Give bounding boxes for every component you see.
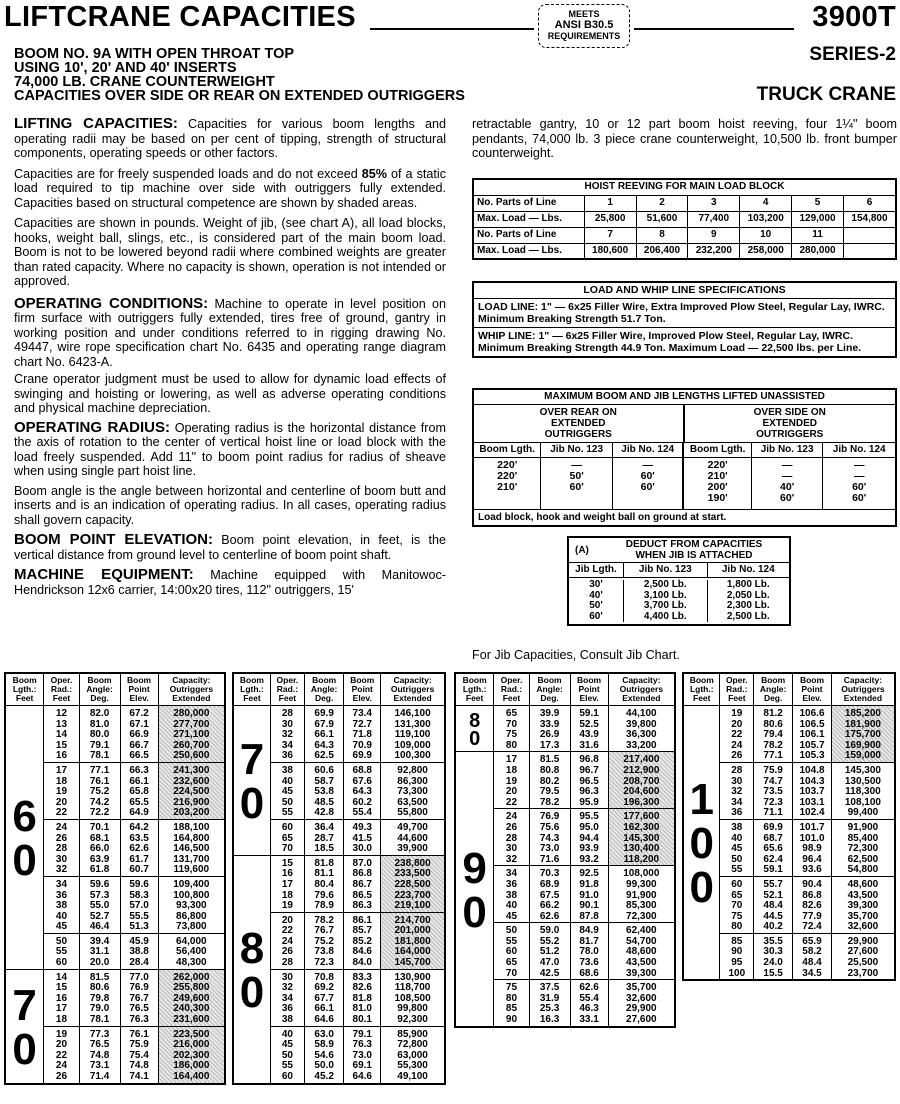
- capacity-cell-ang: 81.2 80.6 79.4 78.2 77.1: [754, 706, 793, 763]
- operating-conditions-heading: OPERATING CONDITIONS:: [14, 294, 209, 312]
- capacity-cell-elev: 86.1 85.7 85.2 84.6 84.0: [344, 912, 381, 969]
- capacity-cell-cap: 35,700 32,600 29,900 27,600: [608, 980, 675, 1027]
- row-label: No. Parts of Line: [473, 227, 584, 243]
- cell: 51,600: [636, 211, 688, 227]
- cell: 103,200: [740, 211, 792, 227]
- capacity-cell-rad: 17 18 19 20 22: [494, 752, 529, 809]
- badge-line-1: MEETS: [568, 9, 600, 19]
- over-rear-heading: OVER REAR ON EXTENDED OUTRIGGERS: [474, 405, 685, 442]
- subtitle-1: BOOM NO. 9A WITH OPEN THROAT TOP: [14, 46, 295, 62]
- capacity-cell-rad: 60 65 70 75 80: [720, 876, 754, 933]
- capacity-cell-cap: 238,800 233,500 228,500 223,700 219,100: [381, 855, 445, 912]
- cell: 280,000: [792, 243, 844, 259]
- over-side-heading: OVER SIDE ON EXTENDED OUTRIGGERS: [753, 407, 826, 440]
- capacity-cell-rad: 38 40 45 50 55: [270, 762, 304, 819]
- col-header: Jib No. 124: [721, 564, 775, 575]
- capacity-cell-elev: 59.1 52.5 43.9 31.6: [570, 706, 608, 752]
- cell: 25,800: [584, 211, 636, 227]
- capacity-cell-ang: 78.2 76.7 75.2 73.8 72.3: [304, 912, 343, 969]
- hoist-row-parts-2: [473, 227, 896, 243]
- max-boom-box: [472, 388, 897, 527]
- capacity-cell-cap: 62,400 54,700 48,600 43,500 39,300: [608, 923, 675, 980]
- jib-note: For Jib Capacities, Consult Jib Chart.: [472, 648, 680, 662]
- capacity-col-header: Boom Angle: Deg.: [79, 673, 120, 706]
- load-line-spec: LOAD LINE: 1" — 6x25 Filler Wire, Extra Improved Plow Steel, Regular Lay, IWRC. Minimum Breaking Strength 51.7 Ton.: [474, 299, 895, 328]
- capacity-cell-cap: 188,100 164,800 146,500 131,700 119,600: [158, 819, 225, 876]
- capacity-cell-cap: 280,000 277,700 271,100 260,700 250,600: [158, 706, 225, 763]
- capacity-cell-cap: 48,600 43,500 39,300 35,700 32,600: [831, 876, 895, 933]
- capacity-cell-rad: 60 65 70: [270, 819, 304, 855]
- capacity-cell-ang: 77.3 76.5 74.8 73.1 71.4: [79, 1026, 120, 1083]
- boom-length-label: 8 0: [233, 855, 270, 1083]
- capacity-row-group: [683, 706, 895, 763]
- capacity-cell-elev: 49.3 41.5 30.0: [344, 819, 381, 855]
- col-header: Jib No. 123: [541, 443, 613, 457]
- model-number: 3900T: [812, 1, 896, 33]
- boom-length-label: 7 0: [233, 706, 270, 856]
- capacity-cell-cap: 85,900 72,800 63,000 55,300 49,100: [381, 1026, 445, 1083]
- cell: 180,600: [584, 243, 636, 259]
- capacity-cell-elev: 73.4 72.7 71.8 70.9 69.9: [344, 706, 381, 763]
- capacity-cell-rad: 50 55 60 65 70: [494, 923, 529, 980]
- capacity-cell-ang: 76.9 75.6 74.3 73.0 71.6: [529, 809, 570, 866]
- operating-text: Machine to operate in level position on firm surface with outriggers fully extended, tires free of ground, gantry in working position and under conditions referred to in rigging drawing No. 49447, wire rope specification chart No. 6435 and operating range diagram chart No. 6423-A.: [14, 296, 447, 369]
- lifting-capacities-p2: [14, 167, 446, 211]
- series-label: SERIES-2: [809, 44, 896, 65]
- cell: 2,500 Lb. 3,100 Lb. 3,700 Lb. 4,400 Lb.: [624, 580, 708, 622]
- machine-equipment-heading: MACHINE EQUIPMENT:: [14, 566, 194, 583]
- capacity-cell-ang: 75.9 74.7 73.5 72.3 71.1: [754, 762, 793, 819]
- capacity-cell-rad: 19 20 22 24 26: [720, 706, 754, 763]
- capacity-cell-ang: 70.1 68.1 66.0 63.9 61.8: [79, 819, 120, 876]
- radius-text: Operating radius is the horizontal distance from the axis of rotation to the center of vertical hoist line or load block with the load freely suspended. Add 11" to boom point radius for radius of sheave when using single part hoist line.: [14, 420, 446, 478]
- capacity-col-header: Boom Lgth.: Feet: [455, 673, 494, 706]
- capacity-col-header: Boom Point Elev.: [570, 673, 608, 706]
- cell: 30' 40' 50' 60': [569, 580, 624, 622]
- cell: 258,000: [740, 243, 792, 259]
- col-header: Boom Lgth.: [684, 443, 751, 457]
- capacity-col-header: Boom Angle: Deg.: [529, 673, 570, 706]
- capacity-cell-cap: 262,000 255,800 249,600 240,300 231,600: [158, 969, 225, 1026]
- lifting-percent: 85%: [361, 166, 387, 181]
- capacity-row-group: [455, 752, 675, 809]
- capacity-cell-elev: 90.4 86.8 82.6 77.9 72.4: [793, 876, 832, 933]
- deduct-table: [567, 536, 791, 626]
- capacity-cell-cap: 217,400 212,900 208,700 204,600 196,300: [608, 752, 675, 809]
- title-rule-right: [634, 28, 794, 30]
- cell: 4: [740, 195, 792, 211]
- hoist-row-load-2: [473, 243, 896, 259]
- col-header: Jib No. 124: [613, 443, 685, 457]
- boom-point-elevation-p1: [14, 533, 446, 562]
- deduct-title: [569, 538, 789, 563]
- capacity-cell-ang: 63.0 58.9 54.6 50.0 45.2: [304, 1026, 343, 1083]
- deduct-tag: (A): [575, 545, 589, 556]
- capacity-cell-rad: 24 26 28 30 32: [494, 809, 529, 866]
- capacity-row-group: [5, 706, 225, 763]
- lifting-capacities-heading: LIFTING CAPACITIES:: [14, 115, 178, 132]
- whip-line-spec: WHIP LINE: 1" — 6x25 Filler Wire, Improved Plow Steel, Regular Lay, IWRC. Minimum Breaking Strength 44.9 Ton. Maximum Load — 22,500 lbs. per Line.: [478, 330, 862, 354]
- capacity-cell-rad: 38 40 45 50 55: [720, 819, 754, 876]
- cell: 77,400: [688, 211, 740, 227]
- wire-spec-title: LOAD AND WHIP LINE SPECIFICATIONS: [474, 283, 895, 299]
- ansi-badge: [538, 4, 630, 48]
- capacity-cell-ang: 55.7 52.1 48.4 44.5 40.2: [754, 876, 793, 933]
- col-header: Jib No. 123: [624, 563, 708, 577]
- capacity-table: [4, 672, 226, 1085]
- capacity-cell-cap: 109,400 100,800 93,300 86,800 73,800: [158, 876, 225, 933]
- capacity-cell-elev: 77.0 76.9 76.7 76.5 76.3: [120, 969, 158, 1026]
- max-boom-note: Load block, hook and weight ball on ground at start.: [478, 512, 727, 523]
- operating-radius-heading: OPERATING RADIUS:: [14, 418, 170, 436]
- capacity-cell-elev: 83.3 82.6 81.8 81.0 80.1: [344, 969, 381, 1026]
- capacity-cell-ang: 81.5 80.8 80.2 79.5 78.2: [529, 752, 570, 809]
- cell: 8: [636, 227, 688, 243]
- capacity-cell-rad: 40 45 50 55 60: [270, 1026, 304, 1083]
- capacity-table: [682, 672, 896, 981]
- capacity-cell-ang: 70.3 68.9 67.5 66.2 62.6: [529, 866, 570, 923]
- capacity-row-group: [5, 969, 225, 1026]
- hoist-reeving-table: [472, 178, 897, 260]
- lifting-text: Capacities for various boom lengths and operating radii may be based on per cent of tipping, strength of structural components, operating speeds or other factors.: [14, 117, 446, 160]
- capacity-cell-ang: 37.5 31.9 25.3 16.3: [529, 980, 570, 1027]
- capacity-col-header: Capacity: Outriggers Extended: [608, 673, 675, 706]
- capacity-cell-rad: 85 90 95 100: [720, 933, 754, 980]
- wire-spec-box: [472, 281, 897, 358]
- capacity-cell-cap: 108,000 99,300 91,900 85,300 72,300: [608, 866, 675, 923]
- capacity-cell-cap: 223,500 216,000 202,300 186,000 164,400: [158, 1026, 225, 1083]
- cell: — — 40' 60': [752, 458, 824, 509]
- operating-radius-p2: Boom angle is the angle between horizontal and centerline of boom butt and inserts and is an indication of operating radius. In all cases, operating radius shall govern capacity.: [14, 483, 446, 527]
- capacity-cell-ang: 81.5 80.6 79.8 79.0 78.1: [79, 969, 120, 1026]
- capacity-cell-ang: 36.4 28.7 18.5: [304, 819, 343, 855]
- page-title: LIFTCRANE CAPACITIES: [4, 1, 356, 33]
- capacity-col-header: Boom Lgth.: Feet: [5, 673, 44, 706]
- deduct-title-2: WHEN JIB IS ATTACHED: [635, 550, 753, 561]
- capacity-col-header: Oper. Rad.: Feet: [494, 673, 529, 706]
- hoist-reeving-title: HOIST REEVING FOR MAIN LOAD BLOCK: [473, 179, 896, 195]
- capacity-cell-rad: 14 15 16 17 18: [44, 969, 79, 1026]
- capacity-cell-ang: 39.4 31.1 20.0: [79, 933, 120, 969]
- capacity-cell-rad: 30 32 34 36 38: [270, 969, 304, 1026]
- capacity-cell-rad: 34 36 38 40 45: [494, 866, 529, 923]
- cell: 10: [740, 227, 792, 243]
- max-boom-col-headers: [474, 443, 895, 458]
- row-label: Max. Load — Lbs.: [473, 211, 584, 227]
- capacity-cell-cap: 146,100 131,300 119,100 109,000 100,300: [381, 706, 445, 763]
- capacity-cell-ang: 70.8 69.2 67.7 66.1 64.6: [304, 969, 343, 1026]
- subtitle-3: 74,000 LB. CRANE COUNTERWEIGHT: [14, 74, 275, 90]
- capacity-cell-ang: 81.8 81.1 80.4 79.6 78.9: [304, 855, 343, 912]
- boom-length-label: 1 0 0: [683, 706, 720, 981]
- capacity-cell-rad: 19 20 22 24 26: [44, 1026, 79, 1083]
- capacity-cell-rad: 50 55 60: [44, 933, 79, 969]
- capacity-cell-rad: 24 26 28 30 32: [44, 819, 79, 876]
- capacity-cell-elev: 106.6 106.5 106.1 105.7 105.3: [793, 706, 832, 763]
- max-boom-values: [474, 458, 895, 510]
- capacity-col-header: Capacity: Outriggers Extended: [381, 673, 445, 706]
- boom-length-label: 6 0: [5, 706, 44, 970]
- capacity-cell-cap: 44,100 39,800 36,300 33,200: [608, 706, 675, 752]
- capacity-cell-rad: 17 18 19 20 22: [44, 762, 79, 819]
- crane-type: TRUCK CRANE: [756, 84, 896, 105]
- capacity-cell-elev: 64.2 63.5 62.6 61.7 60.7: [120, 819, 158, 876]
- capacity-cell-rad: 28 30 32 34 36: [270, 706, 304, 763]
- capacity-col-header: Oper. Rad.: Feet: [720, 673, 754, 706]
- lifting-capacities-p1: [14, 117, 446, 161]
- capacity-cell-elev: 79.1 76.3 73.0 69.1 64.6: [344, 1026, 381, 1083]
- title-rule-left: [370, 28, 534, 30]
- capacity-col-header: Boom Lgth.: Feet: [233, 673, 270, 706]
- capacity-row-group: [233, 855, 445, 912]
- cell: 1,800 Lb. 2,050 Lb. 2,300 Lb. 2,500 Lb.: [726, 579, 770, 622]
- capacity-cell-cap: 64,000 56,400 48,300: [158, 933, 225, 969]
- capacity-cell-elev: 92.5 91.8 91.0 90.1 87.8: [570, 866, 608, 923]
- capacity-cell-elev: 67.2 67.1 66.9 66.7 66.5: [120, 706, 158, 763]
- cell: 3: [688, 195, 740, 211]
- capacity-row-group: [455, 706, 675, 752]
- capacity-cell-elev: 87.0 86.8 86.7 86.5 86.3: [344, 855, 381, 912]
- capacity-cell-rad: 20 22 24 26 28: [270, 912, 304, 969]
- col-header: Jib No. 124: [832, 444, 886, 455]
- max-boom-title: MAXIMUM BOOM AND JIB LENGTHS LIFTED UNASSISTED: [474, 390, 895, 405]
- cell: — — 60' 60': [852, 459, 867, 504]
- capacity-cell-cap: 241,300 232,600 224,500 216,900 203,200: [158, 762, 225, 819]
- col-header: Jib Lgth.: [569, 563, 624, 577]
- cell: [843, 243, 896, 259]
- machine-text: Machine equipped with Manitowoc-Hendrickson 12x6 carrier, 14:00x20 tires, 112" outriggers, 15': [14, 568, 446, 597]
- cell: 1: [584, 195, 636, 211]
- lifting-p2a: Capacities are for freely suspended loads and do not exceed: [14, 166, 362, 181]
- capacity-cell-elev: 76.1 75.9 75.4 74.8 74.1: [120, 1026, 158, 1083]
- capacity-col-header: Boom Point Elev.: [120, 673, 158, 706]
- capacity-col-header: Boom Angle: Deg.: [304, 673, 343, 706]
- cell: — 60' 60': [613, 458, 685, 509]
- badge-line-2: ANSI B30.5: [554, 19, 614, 31]
- capacity-cell-cap: 91,900 85,400 72,300 62,500 54,800: [831, 819, 895, 876]
- cell: 5: [792, 195, 844, 211]
- operating-radius-p1: [14, 418, 446, 479]
- cell: [843, 227, 896, 243]
- cell: 9: [688, 227, 740, 243]
- subtitle-2: USING 10', 20' AND 40' INSERTS: [14, 60, 237, 76]
- capacity-cell-ang: 60.6 58.7 53.8 48.5 42.8: [304, 762, 343, 819]
- capacity-cell-elev: 68.8 67.6 64.3 60.2 55.4: [344, 762, 381, 819]
- capacity-cell-cap: 214,700 201,000 181,800 164,000 145,700: [381, 912, 445, 969]
- cell: 154,800: [843, 211, 896, 227]
- capacity-cell-elev: 96.8 96.7 96.5 96.3 95.9: [570, 752, 608, 809]
- hoist-row-load-1: [473, 211, 896, 227]
- subtitle-4: CAPACITIES OVER SIDE OR REAR ON EXTENDED OUTRIGGERS: [14, 88, 465, 104]
- capacity-cell-elev: 66.3 66.1 65.8 65.5 64.9: [120, 762, 158, 819]
- capacity-cell-cap: 177,600 162,300 145,300 130,400 118,200: [608, 809, 675, 866]
- left-text-column: [14, 117, 446, 597]
- capacity-cell-ang: 59.6 57.3 55.0 52.7 46.4: [79, 876, 120, 933]
- capacity-cell-rad: 75 80 85 90: [494, 980, 529, 1027]
- cell: 7: [584, 227, 636, 243]
- capacity-cell-ang: 35.5 30.3 24.0 15.5: [754, 933, 793, 980]
- capacity-col-header: Oper. Rad.: Feet: [44, 673, 79, 706]
- capacity-cell-elev: 62.6 55.4 46.3 33.1: [570, 980, 608, 1027]
- capacity-cell-ang: 69.9 67.9 66.1 64.3 62.5: [304, 706, 343, 763]
- hoist-row-parts-1: [473, 195, 896, 211]
- capacity-col-header: Boom Lgth.: Feet: [683, 673, 720, 706]
- capacity-cell-elev: 59.6 58.3 57.0 55.5 51.3: [120, 876, 158, 933]
- capacity-cell-rad: 65 70 75 80: [494, 706, 529, 752]
- cell: 220' 220' 210': [474, 458, 541, 509]
- operating-conditions-p1: [14, 294, 447, 370]
- cell: — 50' 60': [541, 458, 613, 509]
- deduct-values: [569, 578, 789, 624]
- boom-length-label: 8 0: [455, 706, 494, 752]
- operating-conditions-p2: Crane operator judgment must be used to allow for dynamic load effects of swinging and hoisting or lowering, as well as adverse operating conditions and physical machine depreciation.: [14, 372, 446, 415]
- capacity-cell-rad: 28 30 32 34 36: [720, 762, 754, 819]
- capacity-col-header: Capacity: Outriggers Extended: [158, 673, 225, 706]
- capacity-cell-ang: 82.0 81.0 80.0 79.1 78.1: [79, 706, 120, 763]
- cell: 11: [792, 227, 844, 243]
- capacity-cell-elev: 84.9 81.7 78.0 73.6 68.6: [570, 923, 608, 980]
- capacity-cell-rad: 12 13 14 15 16: [44, 706, 79, 763]
- machine-equipment-p1: [14, 568, 446, 597]
- boom-length-label: 9 0: [455, 752, 494, 1027]
- row-label: Max. Load — Lbs.: [473, 243, 584, 259]
- cell: 232,200: [688, 243, 740, 259]
- capacity-cell-rad: 15 16 17 18 19: [270, 855, 304, 912]
- capacity-cell-elev: 104.8 104.3 103.7 103.1 102.4: [793, 762, 832, 819]
- capacity-cell-cap: 130,900 118,700 108,500 99,800 92,300: [381, 969, 445, 1026]
- capacity-col-header: Boom Point Elev.: [793, 673, 832, 706]
- cell: 220' 210' 200' 190': [684, 458, 751, 509]
- capacity-cell-cap: 185,200 181,900 175,700 169,900 159,000: [831, 706, 895, 763]
- capacity-cell-rad: 34 36 38 40 45: [44, 876, 79, 933]
- row-label: No. Parts of Line: [473, 195, 584, 211]
- capacity-cell-ang: 69.9 68.7 65.6 62.4 59.1: [754, 819, 793, 876]
- capacity-cell-elev: 45.9 38.8 28.4: [120, 933, 158, 969]
- capacity-table: [232, 672, 446, 1085]
- capacity-cell-cap: 92,800 86,300 73,300 63,500 55,800: [381, 762, 445, 819]
- lifting-p2c: of a static load required to tip machine over side with outriggers fully extended. Capacities based on structural competence are shown by shaded areas.: [14, 166, 446, 210]
- machine-equipment-continued: retractable gantry, 10 or 12 part boom hoist reeving, four 1¼" boom pendants, 74,000 lb. 3 piece crane counterweight, 10,500 lb. front bumper counterweight.: [472, 117, 897, 160]
- col-header: Jib No. 123: [752, 443, 824, 457]
- boom-point-elevation-heading: BOOM POINT ELEVATION:: [14, 531, 213, 548]
- capacity-col-header: Oper. Rad.: Feet: [270, 673, 304, 706]
- capacity-cell-elev: 95.5 95.0 94.4 93.9 93.2: [570, 809, 608, 866]
- capacity-col-header: Boom Angle: Deg.: [754, 673, 793, 706]
- capacity-cell-ang: 59.0 55.2 51.2 47.0 42.5: [529, 923, 570, 980]
- capacity-cell-elev: 65.9 58.2 48.4 34.5: [793, 933, 832, 980]
- deduct-headers: [569, 563, 789, 578]
- cell: 6: [843, 195, 896, 211]
- capacity-table: [454, 672, 676, 1028]
- capacity-cell-cap: 145,300 130,500 118,300 108,100 99,400: [831, 762, 895, 819]
- capacity-cell-elev: 101.7 101.0 98.9 96.4 93.6: [793, 819, 832, 876]
- max-boom-groups: [474, 405, 895, 443]
- capacity-cell-ang: 39.9 33.9 26.9 17.3: [529, 706, 570, 752]
- boom-length-label: 7 0: [5, 969, 44, 1083]
- elevation-text: Boom point elevation, in feet, is the vertical distance from ground level to centerline of boom point shaft.: [14, 533, 446, 562]
- capacity-row-group: [233, 706, 445, 763]
- deduct-title-1: DEDUCT FROM CAPACITIES: [625, 539, 763, 550]
- capacity-col-header: Capacity: Outriggers Extended: [831, 673, 895, 706]
- col-header: Boom Lgth.: [474, 443, 541, 457]
- lifting-capacities-p3: Capacities are shown in pounds. Weight of jib, (see chart A), all load blocks, hooks, weight ball, slings, etc., is considered part of the main boom load. Boom is not to be lowered beyond radii where combined weights are greater than rated capacity. Where no capacity is shown, operation is not intended or approved.: [14, 216, 446, 288]
- capacity-cell-ang: 77.1 76.1 75.2 74.2 72.2: [79, 762, 120, 819]
- badge-line-3: REQUIREMENTS: [547, 31, 621, 41]
- cell: 129,000: [792, 211, 844, 227]
- capacity-col-header: Boom Point Elev.: [344, 673, 381, 706]
- capacity-cell-cap: 29,900 27,600 25,500 23,700: [831, 933, 895, 980]
- capacity-cell-cap: 49,700 44,600 39,900: [381, 819, 445, 855]
- cell: 206,400: [636, 243, 688, 259]
- cell: 2: [636, 195, 688, 211]
